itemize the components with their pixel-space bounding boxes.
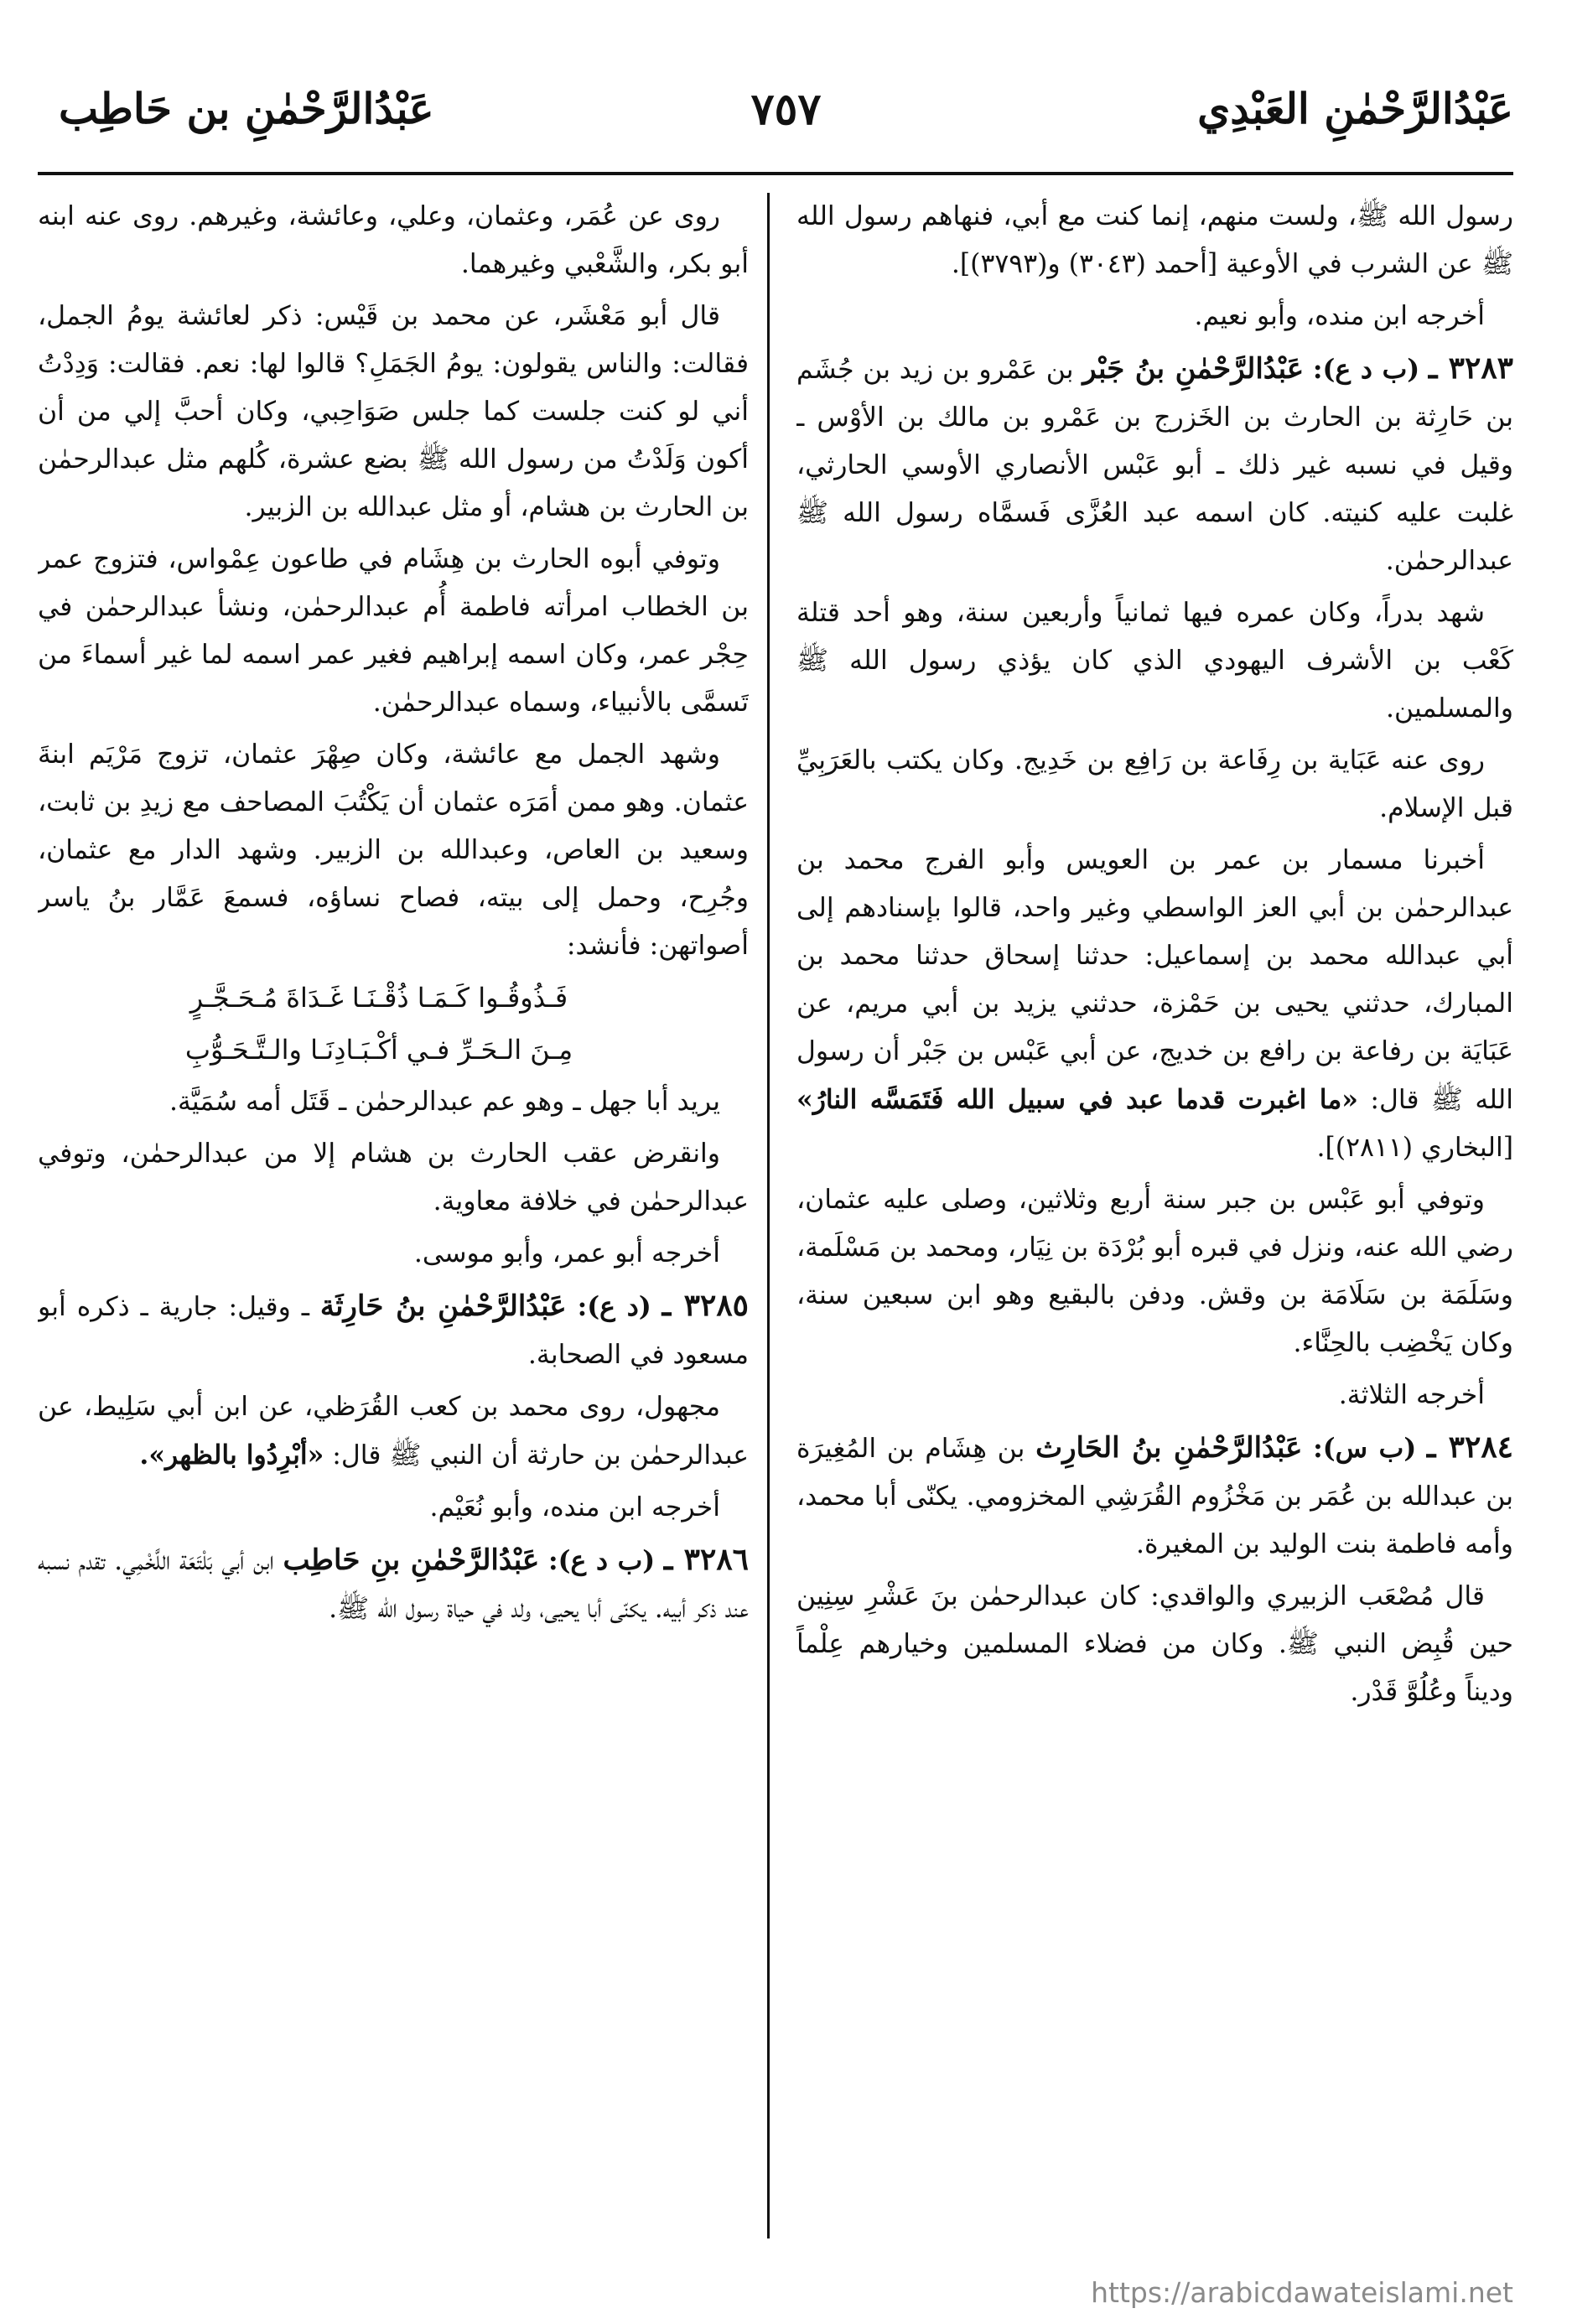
entry-name: عَبْدُالرَّحْمٰنِ بنُ جَبْر: [1082, 352, 1305, 386]
entry-number: ٣٢٨٥ ـ: [661, 1288, 749, 1323]
entry-body: ابن أبي بَلْتَعَة اللَّخْمِي. تقدم نسبه عند ذكر أبيه. يكنّى أبا يحيى، ولد في حياة رسول الله ﷺ.: [38, 1546, 749, 1624]
hadith-quote: «أبْرِدُوا بالظهر».: [139, 1440, 324, 1471]
paragraph: أخرجه أبو عمر، وأبو موسى.: [413, 1238, 720, 1268]
entry-body: ـ وقيل: جارية ـ ذكره أبو مسعود في الصحابة.: [38, 1292, 749, 1370]
entry-body: بن هِشَام بن المُغِيرَة بن عبدالله بن عُمَر بن مَخْزُوم القُرَشِي المخزومي. يكنّى أبا محمد، وأمه فاطمة بنت الوليد بن المغيرة.: [796, 1434, 1513, 1559]
paragraph: روى عن عُمَر، وعثمان، وعلي، وعائشة، وغيرهم. روى عنه ابنه أبو بكر، والشَّعْبي وغيرهما.: [38, 201, 749, 279]
hadith-quote: «ما اغبرت قدما عبد في سبيل الله فَتَمَسَّه النارُ»: [796, 1084, 1358, 1115]
paragraph-text: مجهول، روى محمد بن كعب القُرَظي، عن ابن أبي سَلِيط، عن عبدالرحمٰن بن حارثة أن النبي ﷺ قال:: [38, 1392, 749, 1471]
entry-3286: [38, 1536, 749, 1633]
entry-number: ٣٢٨٤ ـ: [1426, 1429, 1513, 1465]
running-header: [59, 84, 1513, 176]
poetry-verse-1: فَـذُوقُـوا كَـمَـا ذُقْـنَـا غَـدَاةَ مُـحَـجَّـرٍ: [189, 982, 568, 1014]
entry-number: ٣٢٨٣ ـ: [1428, 350, 1513, 386]
left-column: [38, 193, 749, 2238]
paragraph: رسول الله ﷺ، ولست منهم، إنما كنت مع أبي، فنهاهم رسول الله ﷺ عن الشرب في الأوعية [أحمد (٣٠٤٣) و(٣٧٩٣)].: [796, 201, 1513, 279]
right-column: [796, 193, 1513, 2238]
paragraph: وشهد الجمل مع عائشة، وكان صِهْرَ عثمان، تزوج مَرْيَم ابنةَ عثمان. وهو ممن أمَرَه عثمان أن يَكْتُبَ المصاحف مع زيدِ بن ثابت، وسعيد بن العاص، وعبدالله بن الزبير. وشهد الدار مع عثمان، وجُرِح، وحمل إلى بيته، فصاح نساؤه، فسمعَ عَمَّار بنُ ياسر أصواتهن: فأنشد:: [38, 739, 749, 961]
paragraph: أخرجه ابن منده، وأبو نُعَيْم.: [429, 1492, 720, 1523]
paragraph: شهد بدراً، وكان عمره فيها ثمانياً وأربعين سنة، وهو أحد قتلة كَعْب بن الأشرف اليهودي الذي كان يؤذي رسول الله ﷺ والمسلمين.: [796, 598, 1513, 724]
poetry-verse-2: مِـنَ الـحَـرِّ فـي أكْـبَـادِنَـا والـتَّـحَـوُّبِ: [184, 1034, 573, 1066]
column-divider: [767, 193, 770, 2238]
entry-number: ٣٢٨٦ ـ: [663, 1542, 749, 1577]
paragraph-hadith: [38, 1383, 749, 1480]
paragraph: وانقرض عقب الحارث بن هشام إلا من عبدالرحمٰن، وتوفي عبدالرحمٰن في خلافة معاوية.: [38, 1139, 749, 1216]
paragraph: وتوفي أبو عَبْس بن جبر سنة أربع وثلاثين، وصلى عليه عثمان، رضي الله عنه، ونزل في قبره أبو بُرْدَة بن نِيَار، ومحمد بن مَسْلَمة، وسَلَمَة بن سَلَامَة بن وقش. ودفن بالبقيع وهو ابن سبعين سنة، وكان يَخْضِب بالحِنَّاء.: [796, 1185, 1513, 1358]
page-number: ٧٥٧: [750, 84, 822, 135]
watermark-url: https://arabicdawateislami.net: [1091, 2276, 1513, 2309]
entry-body: بن عَمْرو بن زيد بن جُشَم بن حَارِثة بن الحارث بن الخَزرج بن عَمْرو بن مالك بن الأوْس ـ وقيل في نسبه غير ذلك ـ أبو عَبْس الأنصاري الأوسي الحارثي، غلبت عليه كنيته. كان اسمه عبد العُزَّى فَسمَّاه رسول الله ﷺ عبدالرحمٰن.: [796, 355, 1513, 576]
paragraph: وتوفي أبوه الحارث بن هِشَام في طاعون عِمْواس، فتزوج عمر بن الخطاب امرأته فاطمة أُم عبدالرحمٰن، ونشأ عبدالرحمٰن في حِجْر عمر، وكان اسمه إبراهيم فغير عمر اسمه لما غير أسماءَ من تَسمَّى بالأنبياء، وسماه عبدالرحمٰن.: [38, 544, 749, 718]
entry-sigla: (ب س):: [1313, 1433, 1417, 1464]
paragraph: يريد أبا جهل ـ وهو عم عبدالرحمٰن ـ قَتَل أمه سُمَيَّة.: [169, 1087, 720, 1117]
paragraph: روى عنه عَبَاية بن رِفَاعة بن رَافِع بن خَدِيج. وكان يكتب بالعَرَبِيِّ قبل الإسلام.: [796, 745, 1513, 823]
entry-3285: [38, 1282, 749, 1379]
header-rule: [38, 172, 1513, 175]
paragraph-text: أخبرنا مسمار بن عمر بن العويس وأبو الفرج محمد بن عبدالرحمٰن بن أبي العز الواسطي وغير واحد، قالوا بإسنادهم إلى أبي عبدالله محمد بن إسماعيل: حدثنا إسحاق حدثنا محمد بن المبارك، حدثني يحيى بن حَمْزة، حدثني يزيد بن أبي مريم، عن عَبَايَة بن رفاعة بن رافع بن خديج، عن أبي عَبْس بن جَبْر أن رسول الله ﷺ قال:: [796, 845, 1513, 1115]
entry-3283: [796, 345, 1513, 585]
entry-name: عَبْدُالرَّحْمٰنِ بنُ الحَارِث: [1035, 1431, 1303, 1465]
paragraph: أخرجه ابن منده، وأبو نعيم.: [1194, 301, 1485, 331]
paragraph-hadith: [796, 837, 1513, 1172]
paragraph: قال مُصْعَب الزبيري والواقدي: كان عبدالرحمٰن بنَ عَشْرِ سِنِين حين قُبِض النبي ﷺ. وكان من فضلاء المسلمين وخيارهم عِلْماً وديناً وعُلُوَّ قَدْر.: [796, 1581, 1513, 1707]
entry-name: عَبْدُالرَّحْمٰنِ بنُ حَارِثَة: [319, 1289, 567, 1323]
hadith-reference: [البخاري (٢٨١١)].: [1316, 1133, 1513, 1163]
header-left-title: عَبْدُالرَّحْمٰنِ بن حَاطِب: [59, 84, 434, 133]
paragraph: قال أبو مَعْشَر، عن محمد بن قَيْس: ذكر لعائشة يومُ الجمل، فقالت: والناس يقولون: يومُ الجَمَلِ؟ قالوا لها: نعم. فقالت: وَدِدْتُ أني لو كنت جلست كما جلس صَوَاحِبي، وكان أحبَّ إلي من أن أكون وَلَدْتُ من رسول الله ﷺ بضع عشرة، كُلهم مثل عبدالرحمٰن بن الحارث بن هشام، أو مثل عبدالله بن الزبير.: [38, 301, 749, 522]
header-right-title: عَبْدُالرَّحْمٰنِ العَبْدِي: [1197, 84, 1513, 133]
entry-sigla: (ب د ع):: [547, 1545, 656, 1576]
entry-name: عَبْدُالرَّحْمٰنِ بنِ حَاطِب: [283, 1543, 540, 1577]
entry-3284: [796, 1424, 1513, 1569]
entry-sigla: (د ع):: [577, 1291, 651, 1322]
paragraph: أخرجه الثلاثة.: [1338, 1380, 1485, 1410]
entry-sigla: (ب د ع):: [1312, 354, 1420, 385]
